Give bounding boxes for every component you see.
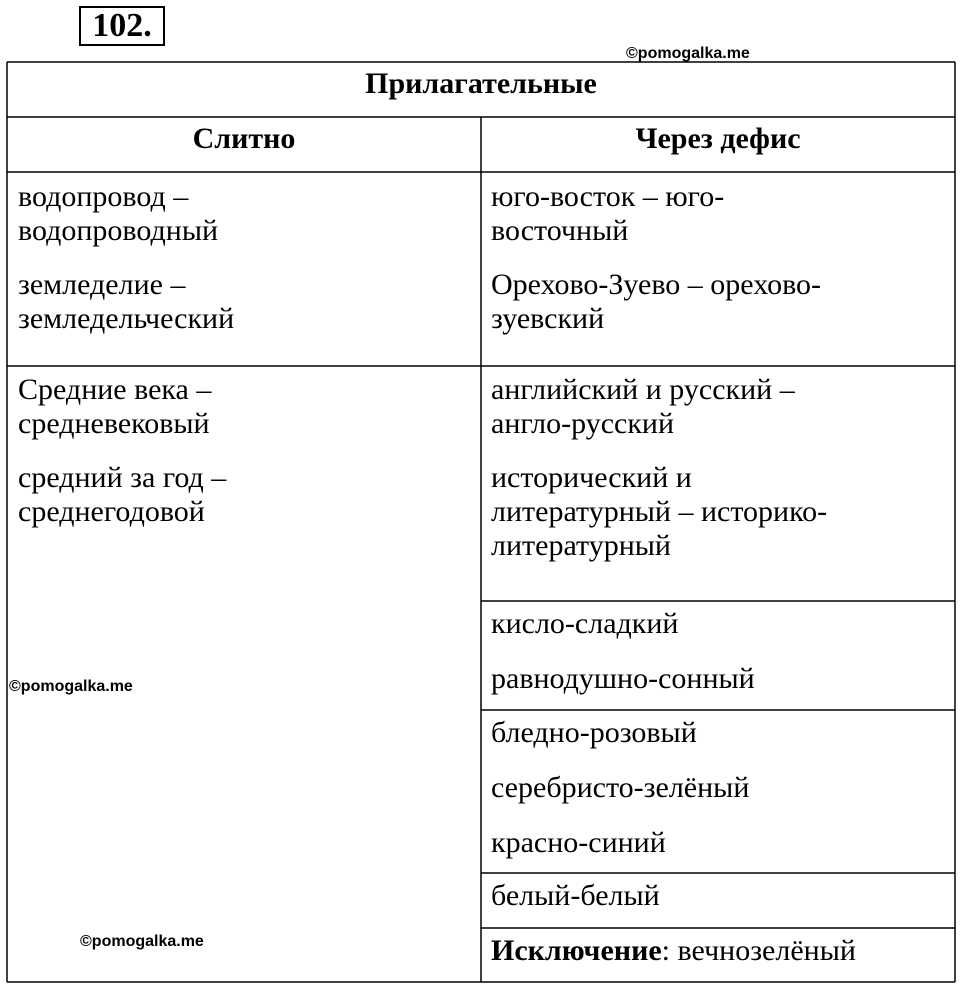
- text-line: серебристо-зелёный: [491, 771, 750, 804]
- text-line: кисло-сладкий: [491, 607, 679, 640]
- row2-right-cell-a: [491, 373, 827, 563]
- text-line: Орехово-Зуево – орехово-: [491, 268, 822, 301]
- exception-text: : вечнозелёный: [661, 934, 856, 967]
- row2-right-cell-d: [491, 879, 660, 913]
- text-line: Средние века –: [18, 373, 212, 406]
- watermark-top: ©pomogalka.me: [626, 45, 750, 62]
- text-line: белый-белый: [491, 879, 660, 912]
- row2-left-cell: [18, 373, 226, 529]
- row1-right-cell: [491, 180, 821, 336]
- column-header-right: Через дефис: [635, 122, 801, 155]
- watermark-middle: ©pomogalka.me: [9, 678, 133, 695]
- word-pair: [491, 373, 827, 441]
- text-line: красно-синий: [491, 826, 666, 859]
- text-line: бледно-розовый: [491, 716, 697, 749]
- text-line: юго-восток – юго-: [491, 180, 725, 213]
- text-line: средний за год –: [18, 461, 227, 494]
- row2-right-cell-b: [491, 607, 755, 696]
- column-header-left: Слитно: [192, 122, 296, 155]
- word-pair: [18, 268, 234, 336]
- text-line: водопроводный: [18, 214, 219, 247]
- word-pair: [491, 180, 821, 248]
- text-line: средневековый: [18, 407, 210, 440]
- text-line: равнодушно-сонный: [491, 662, 755, 695]
- word-pair: [491, 268, 821, 336]
- text-line: литературный: [491, 529, 671, 562]
- text-line: водопровод –: [18, 180, 189, 213]
- exception-cell: [491, 934, 856, 968]
- text-line: восточный: [491, 214, 629, 247]
- text-line: земледельческий: [18, 302, 235, 335]
- row1-left-cell: [18, 180, 234, 336]
- text-line: литературный – историко-: [491, 495, 828, 528]
- text-line: английский и русский –: [491, 373, 795, 406]
- text-line: земледелие –: [18, 268, 186, 301]
- row2-right-cell-c: [491, 716, 749, 860]
- word-pair: [18, 373, 226, 441]
- task-number: 102.: [79, 6, 165, 46]
- text-line: англо-русский: [491, 407, 675, 440]
- word-pair: [18, 461, 226, 529]
- word-pair: [18, 180, 234, 248]
- text-line: зуевский: [491, 302, 605, 335]
- word-pair: [491, 461, 827, 563]
- text-line: исторический и: [491, 461, 692, 494]
- watermark-bottom: ©pomogalka.me: [80, 933, 204, 950]
- text-line: среднегодовой: [18, 495, 205, 528]
- table-title: Прилагательные: [365, 67, 597, 100]
- exception-label: Исключение: [491, 934, 662, 967]
